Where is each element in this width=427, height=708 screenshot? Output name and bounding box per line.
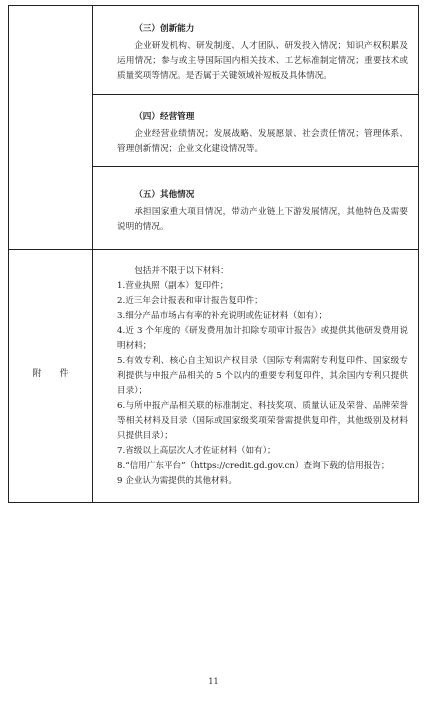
section-body: 企业经营业绩情况；发展战略、发展愿景、社会责任情况；管理体系、管理创新情况；企业文化建设情况等。 — [117, 129, 408, 154]
attachments-intro: 包括并不限于以下材料： — [134, 266, 229, 276]
section-management — [93, 110, 418, 157]
document-table — [8, 5, 419, 503]
row-divider — [9, 249, 418, 250]
section-body: 企业研发机构、研发制度、人才团队、研发投入情况；知识产权积累及运用情况；参与或主导国际国内相关技术、工艺标准制定情况；重要技术或质量奖项等情况。是否属于关键领域补短板及具体情况。 — [117, 41, 408, 81]
list-item: 5.有效专利、核心自主知识产权目录（国际专利需附专利复印件、国家级专利提供与申报产品相关的 5 个以内的重要专利复印件，其余国内专利只提供目录）； — [117, 356, 408, 396]
page-number: 11 — [208, 677, 219, 686]
row-divider — [92, 166, 418, 167]
attachment-items — [117, 279, 408, 489]
section-other — [93, 188, 418, 235]
list-item: 6.与所申报产品相关联的标准制定、科技奖项、质量认证及荣誉、品牌荣誉等相关材料及目录（国际或国家级奖项荣誉需提供复印件，其他级别及材料只提供目录）； — [117, 401, 408, 441]
section-innovation — [93, 22, 418, 84]
section-heading: （三）创新能力 — [134, 24, 195, 34]
attachments-list — [93, 264, 418, 489]
list-item: 8.“信用广东平台”（https://credit.gd.gov.cn）查询下载的信用报告； — [117, 461, 390, 471]
row-divider — [92, 94, 418, 95]
section-heading: （四）经营管理 — [134, 112, 195, 122]
section-heading: （五）其他情况 — [134, 190, 195, 200]
list-item: 3.细分产品市场占有率的补充说明或佐证材料（如有）； — [117, 311, 328, 321]
list-item: 7.省级以上高层次人才佐证材料（如有）； — [117, 446, 276, 456]
list-item: 2.近三年会计报表和审计报告复印件； — [117, 296, 263, 306]
section-body: 承担国家重大项目情况，带动产业链上下游发展情况，其他特色及需要说明的情况。 — [117, 207, 408, 232]
list-item: 4.近 3 个年度的《研发费用加计扣除专项审计报告》或提供其他研发费用说明材料； — [117, 326, 408, 351]
list-item: 9 企业认为需提供的其他材料。 — [117, 476, 237, 486]
list-item: 1.营业执照（副本）复印件； — [117, 281, 229, 291]
attachments-label: 附 件 — [32, 369, 69, 379]
